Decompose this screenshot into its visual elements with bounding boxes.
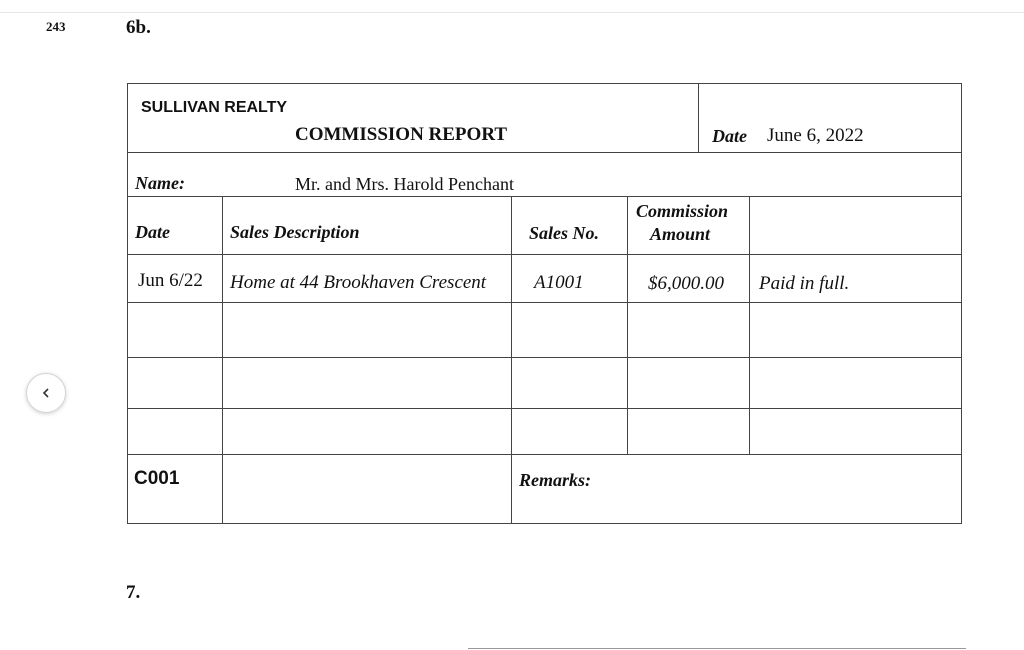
header-divider: [127, 152, 962, 153]
row-divider: [127, 408, 962, 409]
next-question-label: 7.: [126, 582, 141, 603]
date-label: Date: [712, 126, 747, 146]
page-number: 243: [46, 19, 66, 34]
company-name: SULLIVAN REALTY: [141, 99, 288, 116]
client-name: Mr. and Mrs. Harold Penchant: [295, 174, 514, 194]
report-title: COMMISSION REPORT: [295, 124, 508, 145]
question-label: 6b.: [126, 17, 151, 38]
top-divider: [0, 12, 1024, 13]
date-box-divider: [698, 83, 699, 153]
row-description: Home at 44 Brookhaven Crescent: [230, 272, 487, 293]
previous-page-button[interactable]: [26, 373, 66, 413]
name-label: Name:: [135, 173, 185, 193]
row-date: Jun 6/22: [138, 270, 203, 291]
form-border-right: [961, 83, 962, 524]
form-border-top: [128, 83, 962, 84]
column-divider: [627, 196, 628, 455]
name-divider: [127, 196, 962, 197]
remarks-label: Remarks:: [519, 470, 591, 490]
row-divider: [127, 454, 962, 455]
row-commission-amount: $6,000.00: [648, 273, 724, 294]
answer-line: [468, 648, 966, 649]
row-divider: [127, 357, 962, 358]
row-divider: [127, 302, 962, 303]
form-border-left: [127, 83, 128, 524]
row-note: Paid in full.: [759, 273, 850, 294]
column-divider: [749, 196, 750, 455]
column-header-date: Date: [135, 222, 170, 242]
column-header-divider: [127, 254, 962, 255]
column-divider: [511, 196, 512, 524]
column-header-amount: Amount: [650, 224, 711, 244]
form-code: C001: [134, 468, 180, 489]
column-header-description: Sales Description: [230, 222, 360, 242]
chevron-left-icon: [40, 387, 52, 399]
column-header-sales-no: Sales No.: [529, 223, 600, 243]
form-border-bottom: [127, 523, 962, 524]
report-date: June 6, 2022: [767, 125, 864, 146]
row-sales-no: A1001: [534, 272, 584, 293]
commission-report-form: [127, 83, 962, 524]
column-header-commission: Commission: [636, 201, 729, 221]
column-divider: [222, 196, 223, 524]
